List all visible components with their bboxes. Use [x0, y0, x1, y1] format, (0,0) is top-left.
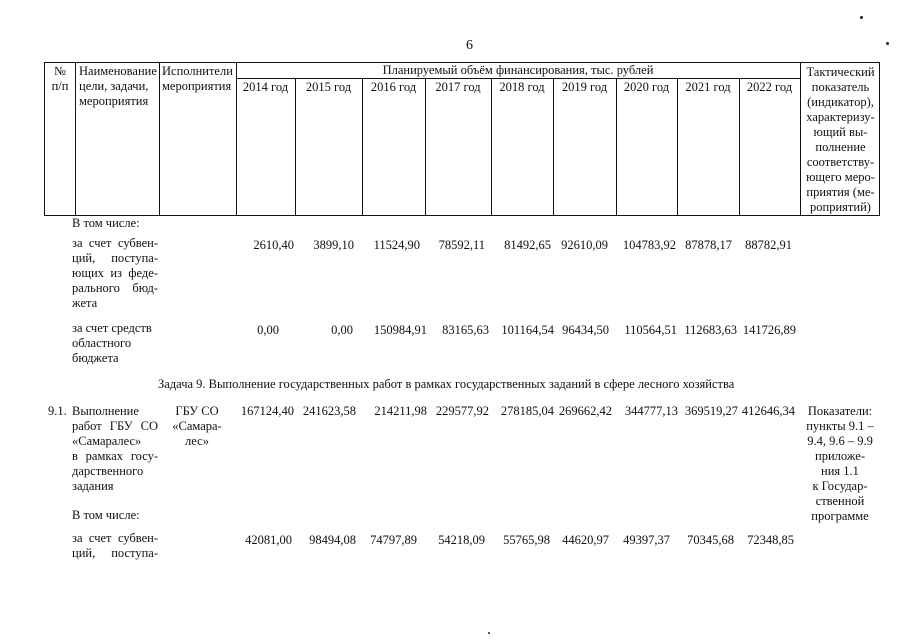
col-indicator-header: Тактический показатель (индикатор), характеризу- ющий вы- полнение соответству- ющего меро- приятия (ме- роприятий): [806, 65, 875, 214]
page-number: 6: [466, 38, 473, 53]
table-cell: 83165,63: [442, 323, 489, 337]
scan-speck: [886, 42, 889, 45]
table-cell: 229577,92: [435, 404, 489, 418]
table-cell: 104783,92: [622, 238, 676, 252]
year-2022: 2022 год: [746, 80, 793, 94]
in-that-number-label: В том числе:: [72, 216, 140, 230]
table-header: [44, 62, 880, 216]
table-cell: 88782,91: [745, 238, 792, 252]
table-cell: 74797,89: [370, 533, 417, 547]
table-cell: 87878,17: [685, 238, 732, 252]
table-cell: 344777,13: [624, 404, 678, 418]
col-exec-header: Исполнители мероприятия: [162, 64, 233, 93]
year-2017: 2017 год: [435, 80, 481, 94]
col-name-header: Наименование цели, задачи, мероприятия: [79, 64, 157, 108]
funding-title: Планируемый объём финансирования, тыс. рублей: [382, 63, 654, 77]
year-2014: 2014 год: [242, 80, 289, 94]
table-cell: 70345,68: [687, 533, 734, 547]
year-2016: 2016 год: [370, 80, 417, 94]
item-name: Выполнение работ ГБУ СО «Самаралес» в рамках госу- дарственного задания: [72, 404, 158, 493]
regional-label: за счет средств областного бюджета: [72, 321, 152, 365]
table-cell: 98494,08: [309, 533, 356, 547]
year-2019: 2019 год: [561, 80, 608, 94]
table-cell: 214211,98: [374, 404, 427, 418]
year-2015: 2015 год: [305, 80, 352, 94]
item-indicator: Показатели: пункты 9.1 – 9.4, 9.6 – 9.9 приложе- ния 1.1 к Государ- ственной программе: [806, 404, 874, 523]
table-cell: 0,00: [257, 323, 279, 337]
table-cell: 112683,63: [684, 323, 737, 337]
subvention-label: за счет субвен- ций, поступа-: [72, 531, 158, 560]
in-that-number-label: В том числе:: [72, 508, 140, 522]
table-cell: 101164,54: [501, 323, 554, 337]
year-2020: 2020 год: [623, 80, 670, 94]
table-cell: 167124,40: [240, 404, 294, 418]
col-no-header: № п/п: [51, 64, 69, 93]
table-cell: 241623,58: [302, 404, 356, 418]
scan-speck: [860, 16, 863, 19]
federal-label: за счет субвен- ций, поступа- ющих из феде- рального бюд- жета: [72, 236, 158, 310]
year-2018: 2018 год: [499, 80, 545, 94]
table-cell: 92610,09: [561, 238, 608, 252]
table-cell: 2610,40: [253, 238, 294, 252]
table-cell: 0,00: [331, 323, 353, 337]
table-cell: 110564,51: [624, 323, 677, 337]
scan-speck: [488, 632, 490, 634]
table-cell: 55765,98: [503, 533, 550, 547]
table-cell: 3899,10: [313, 238, 354, 252]
table-cell: 11524,90: [373, 238, 420, 252]
item-executor: ГБУ СО «Самара- лес»: [172, 404, 222, 448]
table-cell: 269662,42: [558, 404, 612, 418]
table-cell: 44620,97: [562, 533, 609, 547]
table-cell: 72348,85: [747, 533, 794, 547]
table-cell: 81492,65: [504, 238, 551, 252]
table-cell: 412646,34: [741, 404, 795, 418]
table-cell: 369519,27: [684, 404, 738, 418]
table-cell: 278185,04: [500, 404, 554, 418]
table-cell: 42081,00: [245, 533, 292, 547]
year-2021: 2021 год: [685, 80, 731, 94]
item-number: 9.1.: [48, 404, 67, 418]
table-cell: 141726,89: [742, 323, 796, 337]
table-cell: 54218,09: [438, 533, 485, 547]
table-cell: 49397,37: [623, 533, 670, 547]
table-cell: 78592,11: [438, 238, 485, 252]
table-cell: 150984,91: [373, 323, 427, 337]
table-cell: 96434,50: [562, 323, 609, 337]
task-9-title: Задача 9. Выполнение государственных работ в рамках государственных заданий в сфере лесного хозяйства: [158, 377, 735, 391]
